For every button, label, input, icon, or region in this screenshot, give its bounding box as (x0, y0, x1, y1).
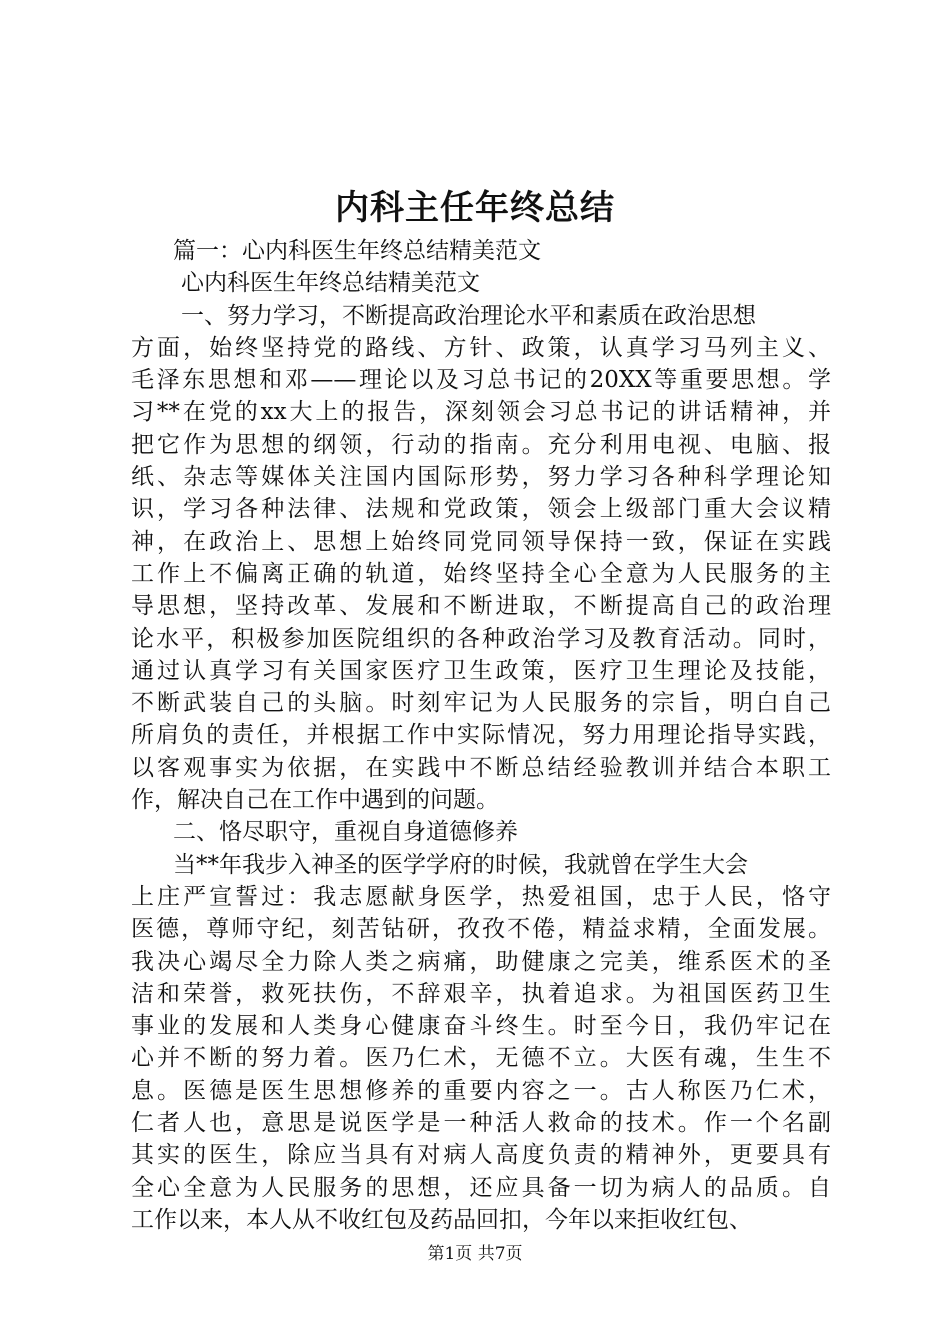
text-line: 习**在党的xx大上的报告，深刻领会习总书记的讲话精神，并 (131, 399, 831, 426)
text-line: 洁和荣誉，救死扶伤，不辞艰辛，执着追求。为祖国医药卫生 (131, 980, 831, 1007)
text-line: 当**年我步入神圣的医学学府的时候，我就曾在学生大会 (173, 851, 748, 878)
text-line: 息。医德是医生思想修养的重要内容之一。古人称医乃仁术， (131, 1077, 831, 1104)
text-line: 一、努力学习，不断提高政治理论水平和素质在政治思想 (181, 302, 756, 329)
text-line: 神，在政治上、思想上始终同党同领导保持一致，保证在实践 (131, 528, 831, 555)
page-title: 内科主任年终总结 (335, 188, 615, 228)
text-line: 心内科医生年终总结精美范文 (181, 270, 480, 297)
text-line: 以客观事实为依据，在实践中不断总结经验教训并结合本职工 (131, 754, 831, 781)
text-line: 二、恪尽职守，重视自身道德修养 (173, 819, 518, 846)
text-line: 全心全意为人民服务的思想，还应具备一切为病人的品质。自 (131, 1174, 831, 1201)
body-text (131, 235, 831, 1236)
text-line: 作，解决自己在工作中遇到的问题。 (131, 787, 499, 814)
page-number: 第1页 共7页 (427, 1244, 523, 1264)
text-line: 心并不断的努力着。医乃仁术，无德不立。大医有魂，生生不 (131, 1045, 831, 1072)
text-line: 工作以来，本人从不收红包及药品回扣，今年以来拒收红包、 (131, 1206, 752, 1233)
text-line: 把它作为思想的纲领，行动的指南。充分利用电视、电脑、报 (131, 431, 831, 458)
text-line: 其实的医生，除应当具有对病人高度负责的精神外，更要具有 (131, 1142, 831, 1169)
text-line: 仁者人也，意思是说医学是一种活人救命的技术。作一个名副 (131, 1110, 831, 1137)
text-line: 篇一：心内科医生年终总结精美范文 (173, 238, 541, 264)
text-line: 医德，尊师守纪，刻苦钻研，孜孜不倦，精益求精，全面发展。 (131, 916, 831, 943)
text-line: 不断武装自己的头脑。时刻牢记为人民服务的宗旨，明白自己 (131, 690, 831, 717)
text-line: 上庄严宣誓过：我志愿献身医学，热爱祖国，忠于人民，恪守 (131, 883, 831, 910)
text-line: 工作上不偏离正确的轨道，始终坚持全心全意为人民服务的主 (131, 560, 831, 587)
text-line: 导思想，坚持改革、发展和不断进取，不断提高自己的政治理 (131, 593, 831, 620)
text-line: 通过认真学习有关国家医疗卫生政策，医疗卫生理论及技能， (131, 657, 831, 684)
text-line: 方面，始终坚持党的路线、方针、政策，认真学习马列主义、 (131, 334, 831, 361)
text-line: 识，学习各种法律、法规和党政策，领会上级部门重大会议精 (131, 496, 831, 523)
text-line: 所肩负的责任，并根据工作中实际情况，努力用理论指导实践， (131, 722, 831, 749)
text-line: 论水平，积极参加医院组织的各种政治学习及教育活动。同时， (131, 625, 831, 652)
text-line: 纸、杂志等媒体关注国内国际形势，努力学习各种科学理论知 (131, 464, 831, 491)
text-line: 我决心竭尽全力除人类之病痛，助健康之完美，维系医术的圣 (131, 948, 831, 975)
text-line: 毛泽东思想和邓——理论以及习总书记的20XX等重要思想。学 (131, 367, 831, 394)
text-line: 事业的发展和人类身心健康奋斗终生。时至今日，我仍牢记在 (131, 1013, 831, 1040)
